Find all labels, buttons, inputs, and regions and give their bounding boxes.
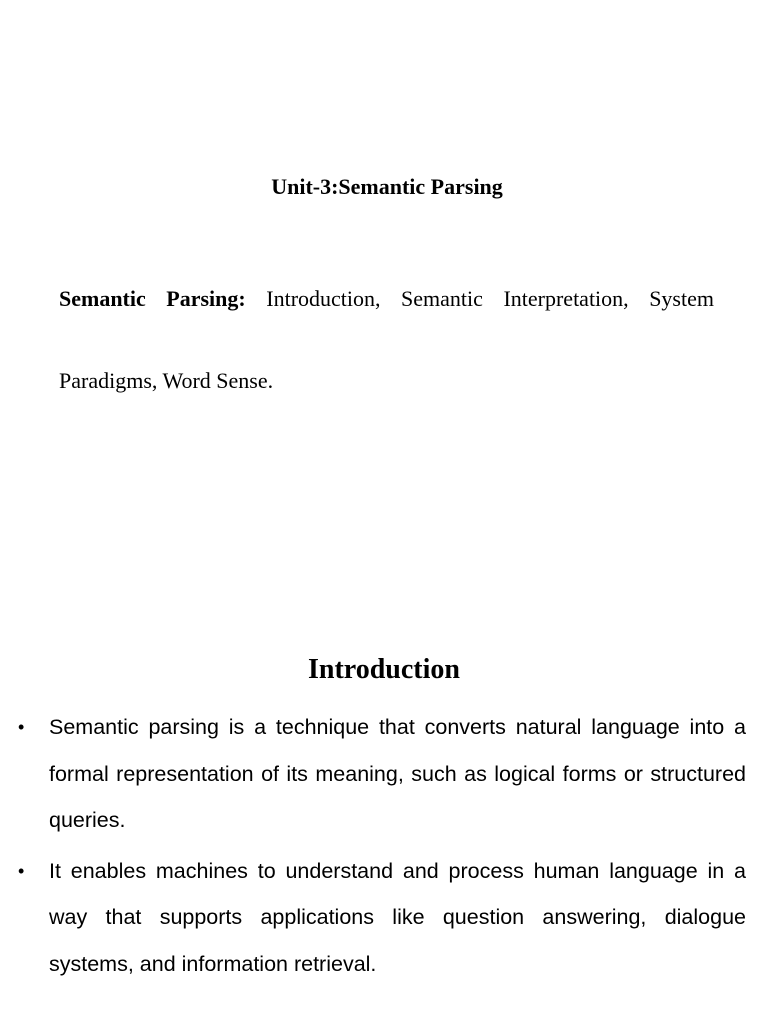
syllabus-label: Semantic Parsing: — [59, 286, 246, 311]
syllabus-topics: Introduction, Semantic Interpretation, System Paradigms, Word Sense. — [59, 286, 714, 393]
bullet-icon: • — [18, 860, 25, 881]
list-item-text: Semantic parsing is a technique that converts natural language into a formal representation of its meaning, such as logical forms or structured queries. — [49, 715, 746, 832]
bullet-icon: • — [18, 717, 25, 737]
list-item — [0, 704, 746, 844]
list-item — [0, 848, 746, 988]
section-heading: Introduction — [308, 654, 460, 685]
unit-title: Unit-3:Semantic Parsing — [271, 174, 503, 199]
list-item-text: It enables machines to understand and process human language in a way that supports applications like question answering, dialogue systems, and information retrieval. — [49, 858, 746, 976]
bullet-list — [0, 704, 768, 991]
syllabus-paragraph — [59, 258, 714, 422]
